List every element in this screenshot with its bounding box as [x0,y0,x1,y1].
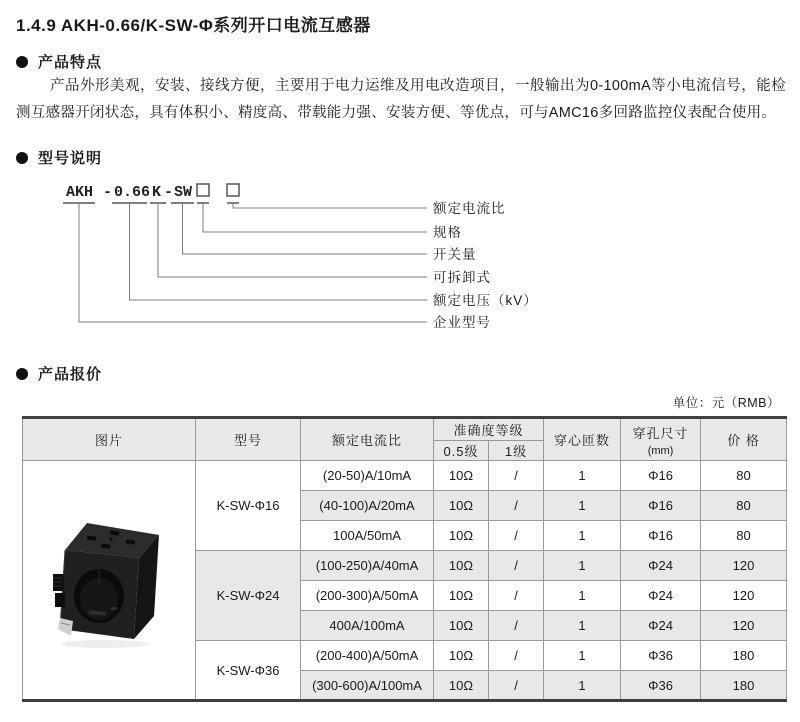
class1-cell: / [489,641,544,671]
product-photo-cell [23,461,196,701]
model-code-dash: - [103,184,113,201]
table-row [23,461,787,491]
hole-size-label: 穿孔尺寸 [632,425,689,441]
class05-cell: 10Ω [434,641,489,671]
col-header-hole-size [621,418,701,461]
product-photo [53,510,165,650]
col-header-model: 型号 [196,418,301,461]
pricing-section-heading [16,363,102,384]
class1-cell: / [489,521,544,551]
class05-cell: 10Ω [434,671,489,701]
diagram-label-rated-voltage: 额定电压（kV） [433,293,538,308]
class05-cell: 10Ω [434,581,489,611]
leader-lines [79,203,427,322]
spec-placeholder-box-icon [197,184,209,196]
class1-cell: / [489,671,544,701]
class05-cell: 10Ω [434,521,489,551]
diagram-label-rated-current-ratio: 额定电流比 [433,201,506,216]
price-cell: 120 [701,611,787,641]
col-header-ratio: 额定电流比 [301,418,434,461]
model-code-dash: - [164,184,174,201]
price-cell: 120 [701,551,787,581]
class1-cell: / [489,611,544,641]
turns-cell: 1 [544,491,621,521]
price-cell: 180 [701,671,787,701]
ratio-cell: (200-300)A/50mA [301,581,434,611]
diagram-label-detachable: 可拆卸式 [433,270,491,285]
col-header-class-05: 0.5级 [434,441,489,461]
diagram-label-spec: 规格 [433,225,462,240]
product-label [58,618,73,636]
pricing-table [22,416,787,702]
hole-cell: Φ16 [621,461,701,491]
model-section-heading [16,147,102,168]
bullet-icon [16,368,28,380]
col-header-price: 价 格 [701,418,787,461]
model-code-brand: AKH [66,184,94,201]
hole-cell: Φ16 [621,491,701,521]
hole-size-unit: (mm) [647,444,674,457]
model-code-diagram [0,170,800,345]
ratio-cell: (40-100)A/20mA [301,491,434,521]
features-section-heading [16,51,102,72]
turns-cell: 1 [544,521,621,551]
model-heading-label: 型号说明 [38,150,103,167]
col-header-class-1: 1级 [489,441,544,461]
class05-cell: 10Ω [434,491,489,521]
hole-cell: Φ24 [621,581,701,611]
diagram-label-switch-quantity: 开关量 [433,247,477,262]
ratio-cell: 400A/100mA [301,611,434,641]
class05-cell: 10Ω [434,611,489,641]
class1-cell: / [489,551,544,581]
unit-note: 单位：元（RMB） [672,396,780,410]
pricing-heading-label: 产品报价 [38,366,103,383]
hole-cell: Φ24 [621,611,701,641]
features-paragraph: 产品外形美观，安装、接线方便，主要用于电力运维及用电改造项目，一般输出为0-100mA等小电流信号，能检测互感器开闭状态，具有体积小、精度高、带载能力强、安装方便、等优点，可与AMC16多回路监控仪表配合使用。 [16,78,786,121]
class1-cell: / [489,461,544,491]
price-cell: 80 [701,491,787,521]
model-cell: K-SW-Φ24 [196,551,301,641]
model-cell: K-SW-Φ16 [196,461,301,551]
ratio-cell: (300-600)A/100mA [301,671,434,701]
class05-cell: 10Ω [434,551,489,581]
price-cell: 120 [701,581,787,611]
col-header-turns: 穿心匝数 [544,418,621,461]
page-title: 1.4.9 AKH-0.66/K-SW-Φ系列开口电流互感器 [16,16,371,35]
hole-cell: Φ36 [621,641,701,671]
table-header-row [23,418,787,441]
hole-cell: Φ24 [621,551,701,581]
model-code-detach: K [152,184,162,201]
col-header-accuracy: 准确度等级 [434,418,544,441]
ratio-cell: (200-400)A/50mA [301,641,434,671]
ratio-placeholder-box-icon [227,184,239,196]
side-terminal [53,574,65,607]
turns-cell: 1 [544,611,621,641]
price-cell: 80 [701,521,787,551]
turns-cell: 1 [544,581,621,611]
hole-cell: Φ16 [621,521,701,551]
model-code-voltage: 0.66 [114,184,151,201]
model-code-switch: SW [174,184,193,201]
price-cell: 80 [701,461,787,491]
ratio-cell: 100A/50mA [301,521,434,551]
diagram-label-enterprise-model: 企业型号 [433,315,491,330]
turns-cell: 1 [544,461,621,491]
class1-cell: / [489,581,544,611]
bullet-icon [16,56,28,68]
price-cell: 180 [701,641,787,671]
turns-cell: 1 [544,671,621,701]
features-heading-label: 产品特点 [38,54,103,71]
turns-cell: 1 [544,641,621,671]
bullet-icon [16,152,28,164]
model-cell: K-SW-Φ36 [196,641,301,701]
hole-cell: Φ36 [621,671,701,701]
turns-cell: 1 [544,551,621,581]
class1-cell: / [489,491,544,521]
col-header-photo: 图片 [23,418,196,461]
ratio-cell: (20-50)A/10mA [301,461,434,491]
class05-cell: 10Ω [434,461,489,491]
ratio-cell: (100-250)A/40mA [301,551,434,581]
